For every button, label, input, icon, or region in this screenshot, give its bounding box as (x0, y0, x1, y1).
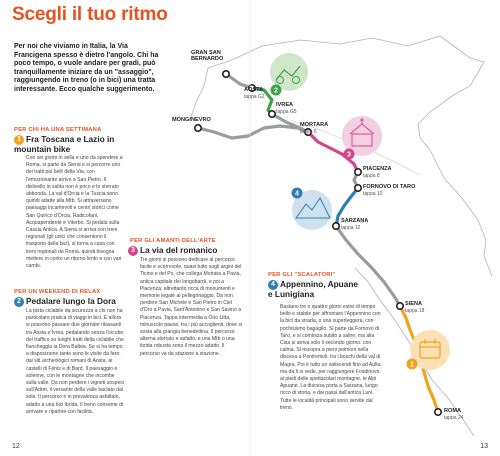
section-4-body: Bastano tre o quattro giorni estivi di tempo bello e stabile per affrontare l'Appennino con la bici da strada, o una superleggera, con pochissimo bagaglio. Si parte da Fornovo di Taro, e si comincia subito a salire; ma alla Cisa si arriva solo il secondo giorno: con calma. Si riscopra a pieni polmoni nella discesa a Pontremoli, tra i boschi della val di Magra. Poi è tutto un saliscendi fino ad Aulla, ma da lì si vede, per raggiungere Fosdinovo, ai piedi delle spettacolari montagne, le Alpi Apuane. La discesa porta a Sarzana, lungo ricco di storia, e dai passi dall'antica Luni. Tutte le località principali sono servite dal treno. (280, 304, 382, 411)
svg-text:2: 2 (274, 87, 278, 95)
place-stage: tappa 12 (341, 224, 361, 231)
map-label-sarzana (341, 218, 368, 231)
place-name: MORTARA (300, 122, 329, 128)
section-1-title (14, 135, 124, 155)
svg-text:3: 3 (347, 151, 351, 159)
map-label-siena (405, 301, 424, 314)
map-label-monginevro (172, 117, 211, 124)
intro-text: Per noi che viviamo in Italia, la Via Francigena spesso è dietro l'angolo. Chi ha poco tempo, o vuole andare per gradi, può tranquillamente iniziare da un "assaggio", raggiungendo in treno (o in bici) una tratta interessante. Ecco qualche suggerimento. (14, 43, 159, 93)
section-1-body: Con sei giorni in sella e uno da spendere a Roma, si parte da Siena e si percorre uno dei tratti più belli della Via, con l'emozionante arrivo a San Pietro. Il dislivello in salita non è poco e lo sterrato abbonda. La val d'Orcia e la Tuscia sono quindi adatte alla Mtb. Si attraversano paesaggi incantevoli e centri storici come San Quirico d'Orcia, Radicofani, Acquapendente e Viterbo. Si pedala sulla Cassia Antica. A Siena si arriva con treni regionali (gli unici che consentono il trasporto della bici), si torna a casa con treni regionali da Roma, quindi bisogna mettere in conto un ritorno lento e con vari cambi. (26, 155, 123, 270)
map-label-mortara (300, 122, 328, 135)
page-number-left: 12 (12, 443, 20, 450)
section-2-title-text: Pedalare lungo la Dora (26, 296, 116, 306)
place-name: ROMA (444, 408, 462, 414)
section-4-number: 4 (268, 280, 278, 290)
place-name: MONGINEVRO (172, 117, 211, 123)
place-name: PIACENZA (363, 166, 392, 172)
section-3-number: 3 (128, 246, 138, 256)
place-stage: tappa G5 (276, 108, 297, 115)
map-label-gran-san-bernardo (191, 50, 243, 63)
section-3-body: Tre giorni si possono dedicare al percorso facile e scorrevole, quasi tutto sugli argini del Ticino e del Po, che collega Mortara a Pavia, antica capitale dei longobardi, e poi a Piacenza, altrettanto ricca di monumenti e memorie legate al pellegrinaggio. Da non perdere San Michele e San Pietro in Ciel d'Oro a Pavia, Sant'Antonino e San Savino a Piacenza. Tappa intermedia a Orio Litta, minuscolo paese, tra i più accoglienti, dove si sosta alla grangia benedettina. Il percorso alterna sterrato e asfalto, e una Mtb o una ibrida robusta sono il mezzo adatto. Il percorso va da stazione a stazione. (140, 257, 243, 357)
place-name: FORNOVO DI TARO (363, 184, 416, 190)
section-4-title (268, 280, 360, 300)
place-name: IVREA (276, 102, 294, 108)
place-stage: tappa 8 (363, 172, 380, 179)
section-2-title (14, 297, 129, 307)
place-name: SIENA (405, 301, 423, 307)
section-2-number: 2 (14, 297, 24, 307)
section-2-body: La pista ciclabile da sicurezza a chi non ha particolare pratica di viaggi in bici. E allora si possono passare due giornate rilassanti tra Aosta e Ivrea, pedalando senza l'incubo del traffico su lunghi tratti della ciclabile che fiancheggia la Dora Baltea. Se si ha tempo a disposizione tante sono le visite da fare: dai siti archeologici romani di Aosta, ai castelli di Fénis e di Bard. Il paesaggio è solenne, con le montagne che incombe sulla valle. Da non perdere i vigneti sospesi sull'Adret, il versante della valle baciato dal sole. Il percorso è in prevalenza asfaltato, adatto a una bici ibrida. Il treno consente di arrivare e ripartire con facilità. (26, 308, 124, 415)
section-3-title-text: La via del romanico (140, 245, 218, 255)
place-name: SARZANA (341, 218, 369, 224)
place-name: GRAN SAN BERNARDO (191, 50, 224, 63)
map-label-fornovo (363, 184, 415, 197)
section-3-label: PER GLI AMANTI DELL'ARTE (130, 238, 216, 244)
section-4-title-text: Appennino, Apuane e Lunigiana (268, 279, 359, 299)
map-label-roma (444, 408, 463, 421)
map-label-ivrea (276, 102, 297, 115)
place-stage: tappa 18 (405, 307, 425, 314)
page-number-right: 13 (480, 443, 488, 450)
icon-mountain-blue (292, 188, 333, 231)
section-4-label: PER GLI "SCALATORI" (268, 272, 336, 278)
section-1-title-text: Fra Toscana e Lazio in mountain bike (14, 134, 115, 154)
svg-text:4: 4 (295, 190, 299, 198)
section-1-label: PER CHI HA UNA SETTIMANA (14, 127, 102, 133)
place-stage: tappa 24 (444, 414, 464, 421)
route-upper-grey (226, 74, 252, 88)
page-title: Scegli il tuo ritmo (12, 4, 168, 25)
section-2-label: PER UN WEEKEND DI RELAX (14, 289, 101, 295)
route-grey (198, 126, 308, 138)
map-label-aosta (244, 87, 265, 100)
svg-text:1: 1 (410, 361, 414, 369)
place-name: AOSTA (244, 87, 264, 93)
place-stage: tappa 10 (363, 190, 383, 197)
map-label-piacenza (363, 166, 392, 179)
place-stage: tappa G2 (244, 93, 265, 100)
icon-bike-green (270, 53, 308, 96)
section-1-number: 1 (14, 135, 24, 145)
section-3-title (128, 246, 243, 256)
place-stage: tappa 6 (300, 128, 317, 135)
